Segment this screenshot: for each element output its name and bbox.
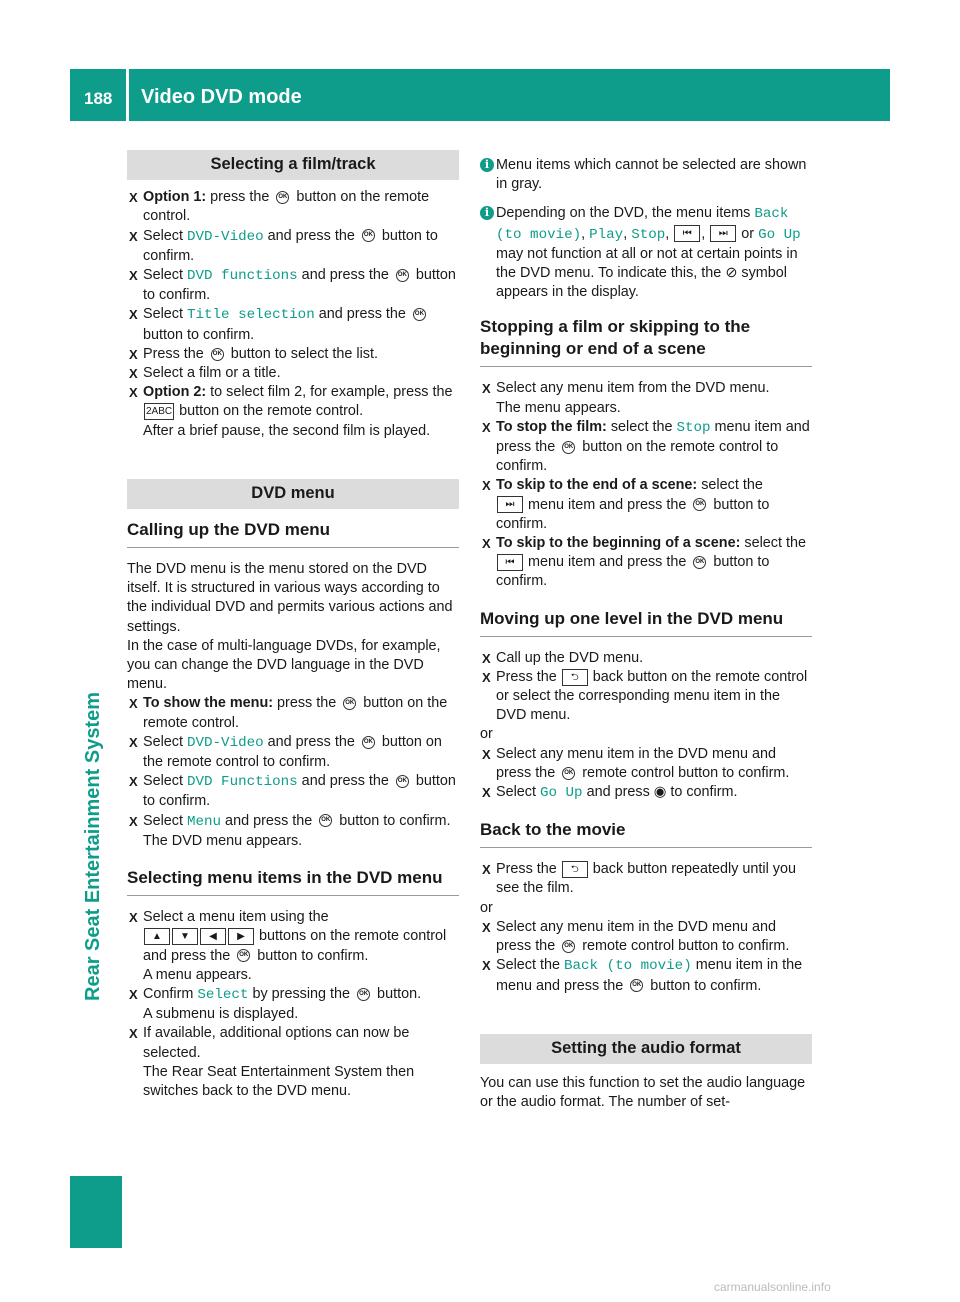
- menu-item: Back (to movie): [496, 206, 789, 243]
- step: X To skip to the beginning of a scene: select the ⏮ menu item and press the OK button to confirm.: [480, 534, 812, 592]
- ok-button-icon: OK: [237, 949, 250, 962]
- menu-item: DVD Functions: [187, 774, 298, 791]
- right-column: [480, 150, 812, 1112]
- ok-button-icon: OK: [362, 229, 375, 242]
- step: X Press the OK button to select the list.: [127, 345, 459, 364]
- step: X Select the Back (to movie) menu item in the menu and press the OK button to confirm.: [480, 956, 812, 995]
- ok-button-icon: OK: [319, 814, 332, 827]
- section-bar-selecting-film: Selecting a film/track: [127, 150, 459, 180]
- ok-button-icon: OK: [693, 498, 706, 511]
- paragraph: In the case of multi-language DVDs, for example, you can change the DVD language in the DVD menu.: [127, 637, 441, 693]
- sidebar-title: Rear Seat Entertainment System: [82, 691, 104, 1001]
- menu-item: Go Up: [540, 785, 583, 802]
- menu-item: Title selection: [187, 307, 315, 324]
- heading-back-to-movie: Back to the movie: [480, 819, 812, 848]
- step: X If available, additional options can now be selected. The Rear Seat Entertainment System then switches back to the DVD menu.: [127, 1024, 459, 1101]
- left-column: [127, 150, 459, 1101]
- ok-button-icon: OK: [211, 348, 224, 361]
- step: X Select DVD functions and press the OK button to confirm.: [127, 266, 459, 305]
- ok-button-icon: OK: [357, 988, 370, 1001]
- ok-button-icon: OK: [562, 441, 575, 454]
- skip-next-icon: ⏭: [497, 496, 523, 513]
- ok-button-icon: OK: [396, 775, 409, 788]
- back-icon: ⮌: [562, 861, 588, 878]
- info-note: i Menu items which cannot be selected are shown in gray.: [480, 156, 812, 194]
- menu-item: DVD-Video: [187, 228, 264, 245]
- ok-button-icon: OK: [630, 979, 643, 992]
- skip-previous-icon: ⏮: [674, 225, 700, 242]
- menu-item: Stop: [631, 226, 666, 243]
- step: X Select Go Up and press ◉ to confirm.: [480, 783, 812, 803]
- step: X Select DVD-Video and press the OK button to confirm.: [127, 227, 459, 266]
- sidebar-tab: [70, 1176, 122, 1248]
- sidebar: [70, 121, 122, 1250]
- menu-item: Menu: [187, 813, 222, 830]
- menu-item: DVD-Video: [187, 734, 264, 751]
- menu-item: Select: [197, 986, 249, 1003]
- ok-button-icon: OK: [693, 556, 706, 569]
- arrow-right-icon: ▶: [228, 928, 254, 945]
- paragraph: The DVD menu is the menu stored on the DVD itself. It is structured in various ways according to the individual DVD and permits various actions and settings.: [127, 561, 453, 635]
- or-text: or: [480, 899, 493, 916]
- menu-item: DVD functions: [187, 268, 298, 285]
- key-2abc-icon: 2ABC: [144, 403, 174, 420]
- section-bar-audio-format: Setting the audio format: [480, 1034, 812, 1064]
- ok-button-icon: OK: [362, 736, 375, 749]
- arrow-left-icon: ◀: [200, 928, 226, 945]
- back-icon: ⮌: [562, 669, 588, 686]
- heading-selecting-items: Selecting menu items in the DVD menu: [127, 867, 459, 896]
- heading-stopping: Stopping a film or skipping to the beginning or end of a scene: [480, 316, 812, 367]
- menu-item: Go Up: [758, 226, 801, 243]
- info-note: i Depending on the DVD, the menu items Back (to movie), Play, Stop, ⏮ , ⏭ or Go Up may not function at all or not at certain points in the DVD menu. To indicate this, the ⊘ symbol appears in the display.: [480, 204, 812, 302]
- step: X Select Menu and press the OK button to confirm. The DVD menu appears.: [127, 812, 459, 851]
- step: X Select DVD-Video and press the OK button on the remote control to confirm.: [127, 733, 459, 772]
- section-bar-dvd-menu: DVD menu: [127, 479, 459, 509]
- paragraph: You can use this function to set the audio language or the audio format. The number of set-: [480, 1074, 806, 1111]
- watermark: carmanualsonline.info: [714, 1280, 831, 1294]
- step: X Select a menu item using the ▲ ▼ ◀ ▶ buttons on the remote control and press the OK button to confirm. A menu appears.: [127, 908, 459, 985]
- step: X Select any menu item in the DVD menu and press the OK remote control button to confirm.: [480, 918, 812, 956]
- menu-item: Back (to movie): [564, 958, 692, 975]
- step: X Call up the DVD menu.: [480, 649, 812, 668]
- no-symbol-icon: ⊘: [725, 265, 738, 282]
- skip-previous-icon: ⏮: [497, 554, 523, 571]
- info-icon: i: [480, 206, 494, 220]
- step: X Select any menu item in the DVD menu and press the OK remote control button to confirm.: [480, 745, 812, 783]
- step: X To stop the film: select the Stop menu item and press the OK button on the remote control to confirm.: [480, 418, 812, 477]
- arrow-up-icon: ▲: [144, 928, 170, 945]
- or-text: or: [480, 726, 493, 743]
- step: X Press the ⮌ back button on the remote control or select the corresponding menu item in the DVD menu.: [480, 668, 812, 726]
- ok-button-icon: OK: [562, 940, 575, 953]
- step: X Select DVD Functions and press the OK button to confirm.: [127, 772, 459, 811]
- heading-calling-up: Calling up the DVD menu: [127, 519, 459, 548]
- menu-item: Play: [589, 226, 624, 243]
- ok-button-icon: OK: [396, 269, 409, 282]
- page-number: 188: [84, 89, 113, 108]
- step: X Select Title selection and press the OK button to confirm.: [127, 305, 459, 344]
- step: X Option 2: to select film 2, for example, press the 2ABC button on the remote control. After a brief pause, the second film is played.: [127, 383, 459, 441]
- header-divider: [126, 69, 129, 121]
- ok-button-icon: OK: [562, 767, 575, 780]
- info-icon: i: [480, 158, 494, 172]
- step: X Select any menu item from the DVD menu. The menu appears.: [480, 379, 812, 417]
- ok-button-icon: OK: [276, 191, 289, 204]
- page-title: Video DVD mode: [141, 86, 302, 108]
- step: X To skip to the end of a scene: select the ⏭ menu item and press the OK button to confirm.: [480, 476, 812, 534]
- step: X Option 1: press the OK button on the remote control.: [127, 188, 459, 226]
- step: X To show the menu: press the OK button on the remote control.: [127, 694, 459, 732]
- step: X Confirm Select by pressing the OK button. A submenu is displayed.: [127, 985, 459, 1024]
- menu-item: Stop: [676, 419, 711, 436]
- heading-moving-up: Moving up one level in the DVD menu: [480, 608, 812, 637]
- step: X Select a film or a title.: [127, 364, 459, 383]
- page-header: [70, 69, 890, 121]
- controller-knob-icon: ◉: [653, 784, 667, 801]
- ok-button-icon: OK: [343, 697, 356, 710]
- step: X Press the ⮌ back button repeatedly until you see the film.: [480, 860, 812, 898]
- skip-next-icon: ⏭: [710, 225, 736, 242]
- arrow-down-icon: ▼: [172, 928, 198, 945]
- ok-button-icon: OK: [413, 308, 426, 321]
